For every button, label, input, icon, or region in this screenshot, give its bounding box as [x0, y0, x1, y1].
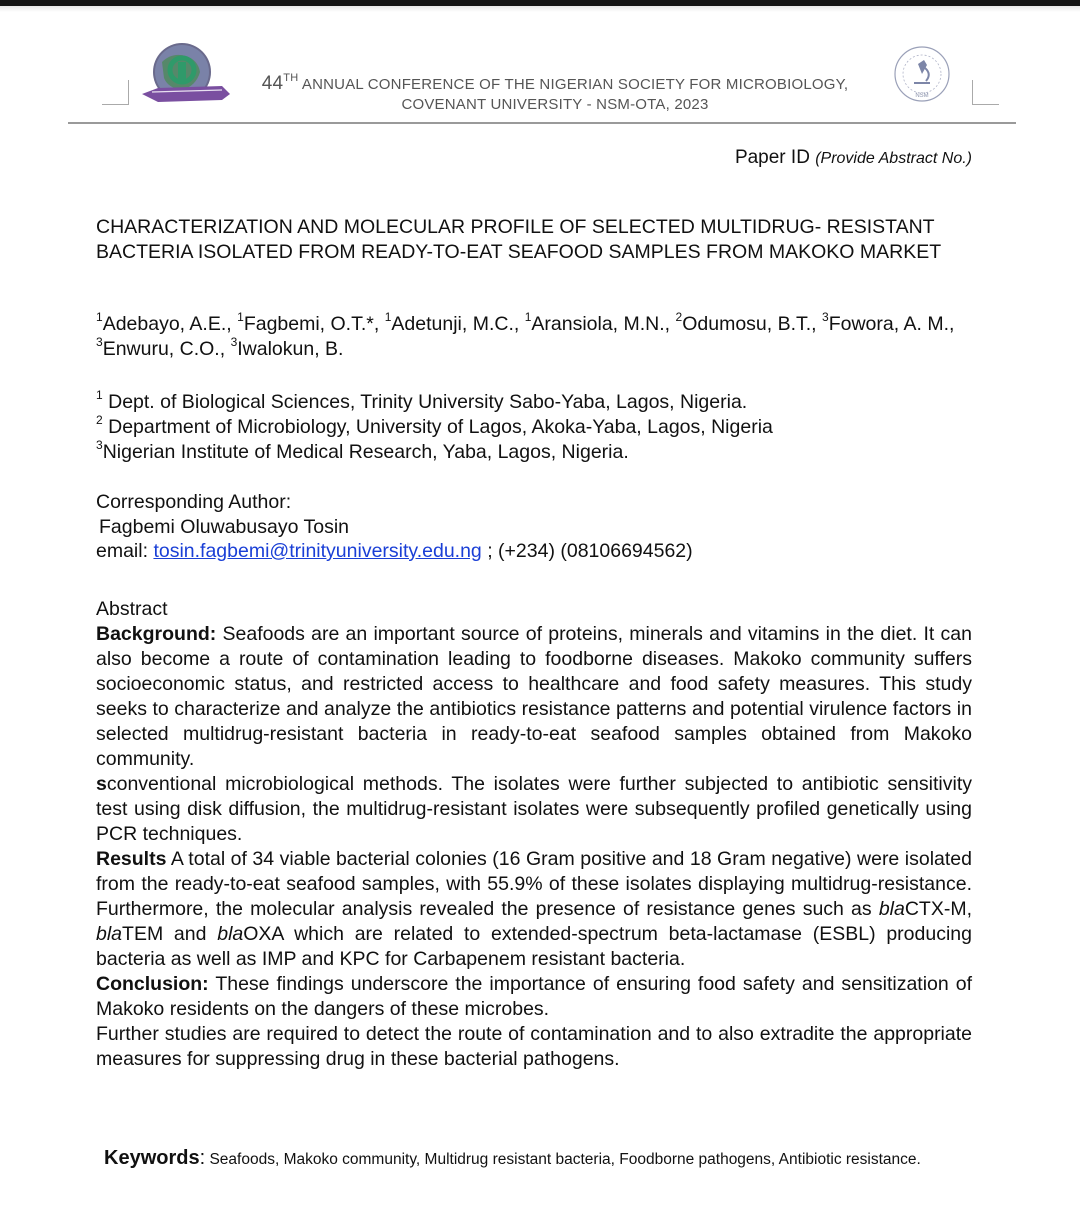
- gene-prefix: bla: [96, 923, 123, 945]
- abstract-heading: Abstract: [96, 598, 168, 620]
- conference-line-1: [240, 68, 870, 95]
- abstract-further-studies: Further studies are required to detect the route of contamination and to also extradite the appropriate measures for suppressing drug in these bacterial pathogens.: [96, 1023, 972, 1070]
- conference-line-2: COVENANT UNIVERSITY - NSM-OTA, 2023: [401, 96, 709, 113]
- nsm-microscope-seal-icon: [892, 44, 952, 104]
- author-list: [96, 312, 972, 361]
- crop-mark-right: [972, 80, 999, 105]
- keywords-section: [104, 1148, 980, 1170]
- conference-title: [240, 68, 870, 115]
- corresponding-author: [96, 490, 972, 564]
- university-logo-icon: [138, 42, 238, 108]
- methods-lead: s: [96, 773, 107, 795]
- gene-prefix: bla: [878, 898, 905, 920]
- author: $^3$Fowora, A. M.,: [822, 310, 955, 335]
- header-divider: [68, 122, 1016, 124]
- author: $^2$Odumosu, B.T.,: [675, 310, 823, 335]
- author: $^3$Iwalokun, B.: [230, 334, 344, 360]
- abstract-conclusion: [96, 972, 972, 1022]
- gene-2: TEM and: [122, 923, 218, 945]
- background-text: Seafoods are an important source of proteins, minerals and vitamins in the diet. It can also become a route of contamination leading to foodborne diseases. Makoko community suffers socioeconomic status, and restricted access to healthcare and food safety measures. This study seeks to characterize and analyze the antibiotics resistance patterns and potential virulence factors in selected multidrug-resistant bacteria in ready-to-eat seafood samples obtained from Makoko community.: [96, 623, 972, 770]
- results-text-2: which are related to extended-spectrum beta-lactamase (ESBL) producing bacteria as well as IMP and KPC for Carbapenem resistant bacteria.: [96, 923, 972, 970]
- svg-text:NSM: NSM: [915, 93, 929, 99]
- corresponding-label: Corresponding Author:: [96, 491, 292, 513]
- conclusion-text: These findings underscore the importance of ensuring food safety and sensitization of Makoko residents on the dangers of these microbes.: [96, 973, 972, 1020]
- author: $^1$Aransiola, M.N.,: [524, 310, 676, 335]
- conference-ordinal: 44: [261, 73, 284, 94]
- abstract-background: [96, 622, 972, 772]
- gene-3: OXA: [243, 923, 284, 945]
- affiliation: $^2$ Department of Microbiology, University of Lagos, Akoka-Yaba, Lagos, Nigeria: [96, 413, 773, 438]
- author: $^1$Adebayo, A.E.,: [96, 310, 238, 335]
- abstract-section: [96, 597, 972, 1072]
- abstract-methods: [96, 772, 972, 847]
- background-label: Background:: [96, 623, 217, 645]
- affiliation: $^3$Nigerian Institute of Medical Research, Yaba, Lagos, Nigeria.: [96, 438, 629, 463]
- corresponding-contact: [96, 539, 972, 564]
- gene-1: CTX-M,: [904, 898, 972, 920]
- paper-id-label: Paper ID: [734, 147, 810, 168]
- affiliation-list: [96, 390, 972, 465]
- crop-mark-left: [102, 80, 129, 105]
- author: $^1$Fagbemi, O.T.*,: [237, 310, 385, 335]
- keywords-text: Seafoods, Makoko community, Multidrug resistant bacteria, Foodborne pathogens, Antibiotic resistance.: [205, 1151, 921, 1168]
- top-shadow: [0, 6, 1080, 12]
- paper-title: CHARACTERIZATION AND MOLECULAR PROFILE OF SELECTED MULTIDRUG- RESISTANT BACTERIA ISOLATED FROM READY-TO-EAT SEAFOOD SAMPLES FROM MAKOKO MARKET: [96, 216, 942, 263]
- results-text-1: A total of 34 viable bacterial colonies (16 Gram positive and 18 Gram negative) were isolated from the ready-to-eat seafood samples, with 55.9% of these isolates displaying multidrug-resistance. Furthermore, the molecular analysis revealed the presence of resistance genes such as: [96, 848, 972, 920]
- abstract-results: [96, 847, 972, 972]
- gene-prefix: bla: [217, 923, 244, 945]
- paper-id-hint: (Provide Abstract No.): [815, 150, 972, 167]
- paper-id: [735, 147, 972, 169]
- affiliation: $^1$ Dept. of Biological Sciences, Trinity University Sabo-Yaba, Lagos, Nigeria.: [96, 388, 748, 413]
- keywords-colon: :: [199, 1147, 206, 1169]
- conference-ordinal-suffix: TH: [283, 72, 299, 84]
- email-label: email:: [96, 540, 154, 562]
- keywords-label: Keywords: [104, 1147, 200, 1169]
- conclusion-label: Conclusion:: [96, 973, 209, 995]
- author: $^1$Adetunji, M.C.,: [384, 310, 525, 335]
- conference-name: ANNUAL CONFERENCE OF THE NIGERIAN SOCIETY FOR MICROBIOLOGY,: [301, 76, 849, 93]
- corresponding-name: Fagbemi Oluwabusayo Tosin: [99, 515, 350, 538]
- phone-number: ; (+234) (08106694562): [481, 540, 693, 562]
- methods-text: conventional microbiological methods. The isolates were further subjected to antibiotic sensitivity test using disk diffusion, the multidrug-resistant isolates were subsequently profiled genetically using PCR techniques.: [96, 773, 972, 845]
- author: $^3$Enwuru, C.O.,: [96, 334, 231, 360]
- email-link[interactable]: tosin.fagbemi@trinityuniversity.edu.ng: [153, 540, 482, 562]
- results-label: Results: [96, 848, 167, 870]
